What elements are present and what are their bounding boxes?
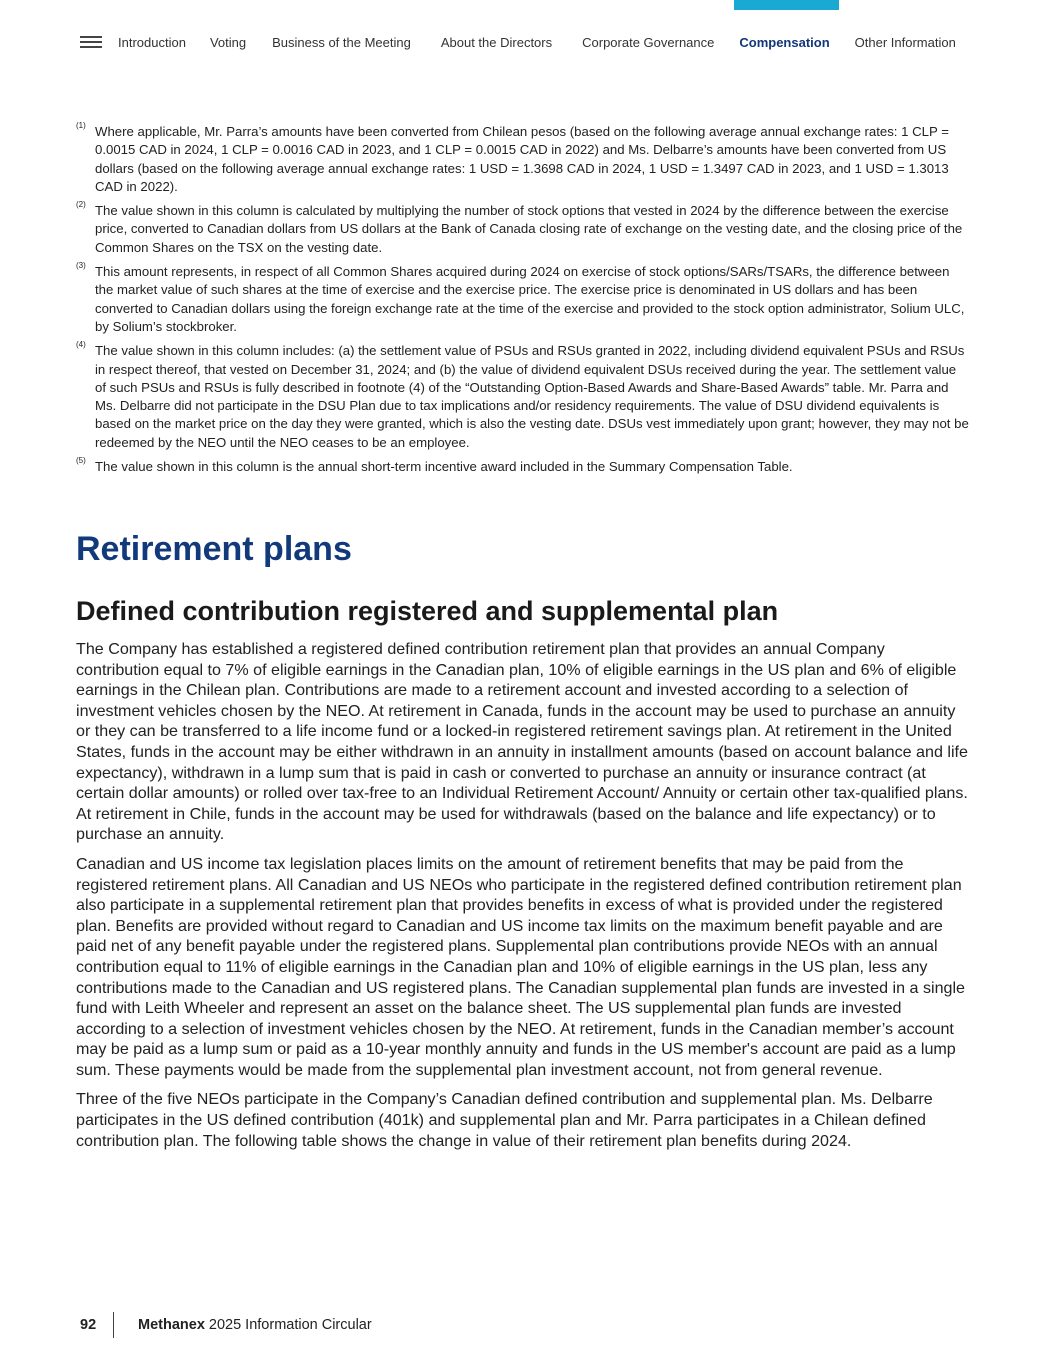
footer-divider	[113, 1312, 114, 1338]
active-tab-indicator	[734, 0, 839, 10]
footnote-text: The value shown in this column is the annual short-term incentive award included in the Summary Compensation Table.	[95, 459, 793, 475]
footnote	[76, 202, 969, 257]
section-title: Retirement plans	[76, 530, 352, 568]
footnote-mark: (3)	[76, 261, 86, 271]
nav-other-information[interactable]: Other Information	[854, 34, 956, 50]
page-number: 92	[80, 1317, 97, 1333]
footnote-mark: (5)	[76, 456, 86, 466]
nav-corporate-governance[interactable]: Corporate Governance	[582, 34, 715, 50]
footnote-text: The value shown in this column is calculated by multiplying the number of stock options that vested in 2024 by the difference between the exercise price, converted to Canadian dollars from US dollars at the Bank of Canada closing rate of exchange on the vesting date, and the closing price of the Common Shares on the TSX on the vesting date.	[95, 203, 963, 255]
nav-introduction[interactable]: Introduction	[118, 34, 186, 50]
body-text	[76, 639, 972, 1160]
footnote	[76, 123, 969, 196]
footnote	[76, 342, 969, 452]
footnotes	[76, 123, 969, 482]
nav-voting[interactable]: Voting	[209, 34, 247, 50]
paragraph: The Company has established a registered defined contribution retirement plan that provides an annual Company contribution equal to 7% of eligible earnings in the Canadian plan, 10% of eligible earnings in the US plan and 6% of eligible earnings in the Chilean plan. Contributions are made to a retirement account and invested according to a selection of investment vehicles chosen by the NEO. At retirement in Canada, funds in the account may be used to purchase an annuity or they can be transferred to a life income fund or a locked-in registered retirement savings plan. At retirement in the United States, funds in the account may be either withdrawn in an annuity in installment amounts (based on account balance and life expectancy), withdrawn in a lump sum that is paid in cash or converted to purchase an annuity or insurance contract (at certain dollar amounts) or rolled over tax-free to an Individual Retirement Account/ Annuity or certain other tax-qualified plans. At retirement in Chile, funds in the account may be used for withdrawals (based on the balance and life expectancy) or to purchase an annuity.	[76, 640, 968, 844]
footer-title: 2025 Information Circular	[208, 1317, 372, 1333]
page-footer	[80, 1312, 372, 1338]
nav-business-of-the-meeting[interactable]: Business of the Meeting	[272, 34, 411, 50]
nav-compensation[interactable]: Compensation	[739, 34, 830, 50]
footer-brand: Methanex	[138, 1317, 205, 1333]
footnote-text: The value shown in this column includes: (a) the settlement value of PSUs and RSUs granted in 2022, including dividend equivalent PSUs and RSUs in respect thereof, that vested on December 31, 2024; and (b) the value of dividend equivalent DSUs received during the year. The settlement value of such PSUs and RSUs is fully described in footnote (4) of the “Outstanding Option-Based Awards and Share-Based Awards” table. Mr. Parra and Ms. Delbarre did not participate in the DSU Plan due to tax implications and/or residency requirements. The value of DSU dividend equivalents is based on the market price on the day they were granted, which is also the vesting date. DSUs vest immediately upon grant; however, they may not be redeemed by the NEO until the NEO ceases to be an employee.	[95, 343, 969, 450]
top-navigation	[80, 32, 956, 52]
hamburger-menu-icon[interactable]	[80, 35, 102, 49]
footnote-text: This amount represents, in respect of all Common Shares acquired during 2024 on exercise of stock options/SARs/TSARs, the difference between the market value of such shares at the time of exercise and the exercise price. The exercise price is denominated in US dollars and has been converted to Canadian dollars using the foreign exchange rate at the time of the exercise and provided to the stock option administrator, Solium ULC, by Solium’s stockbroker.	[95, 264, 965, 334]
footnote-mark: (1)	[76, 121, 86, 130]
paragraph: Canadian and US income tax legislation places limits on the amount of retirement benefits that may be paid from the registered retirement plans. All Canadian and US NEOs who participate in the registered defined contribution retirement plan also participate in a supplemental retirement plan that provides benefits in excess of what is provided under the registered plan. Benefits are provided without regard to Canadian and US income tax limits on the maximum benefit payable and are paid net of any benefit payable under the registered plans. Supplemental plan contributions provide NEOs with an annual contribution equal to 11% of eligible earnings in the Canadian plan and 10% of eligible earnings in the US plan, less any contributions made to the Canadian and US registered plans. The Canadian supplemental plan funds are invested in a single fund with Leith Wheeler and represent an asset on the balance sheet. The US supplemental plan funds are invested according to a selection of investment vehicles chosen by the NEO. At retirement, funds in the Canadian member’s account may be paid as a lump sum or paid as a 10-year monthly annuity and funds in the US member's account are paid as a lump sum. These payments would be made from the supplemental plan investment account, not from general revenue.	[76, 854, 966, 1079]
footnote-mark: (2)	[76, 200, 86, 210]
subsection-title: Defined contribution registered and supplemental plan	[76, 596, 779, 626]
paragraph: Three of the five NEOs participate in the Company’s Canadian defined contribution and supplemental plan. Ms. Delbarre participates in the US defined contribution (401k) and supplemental plan and Mr. Parra participates in a Chilean defined contribution plan. The following table shows the change in value of their retirement plan benefits during 2024.	[76, 1090, 933, 1150]
footnote	[76, 458, 969, 476]
footnote	[76, 263, 969, 336]
footnote-text: Where applicable, Mr. Parra’s amounts have been converted from Chilean pesos (based on the following average annual exchange rates: 1 CLP = 0.0015 CAD in 2024, 1 CLP = 0.0016 CAD in 2023, and 1 CLP = 0.0015 CAD in 2022) and Ms. Delbarre’s amounts have been converted from US dollars (based on the following average annual exchange rates: 1 USD = 1.3698 CAD in 2024, 1 USD = 1.3497 CAD in 2023, and 1 USD = 1.3013 CAD in 2022).	[95, 124, 949, 194]
nav-about-the-directors[interactable]: About the Directors	[440, 34, 553, 50]
footnote-mark: (4)	[76, 340, 86, 350]
